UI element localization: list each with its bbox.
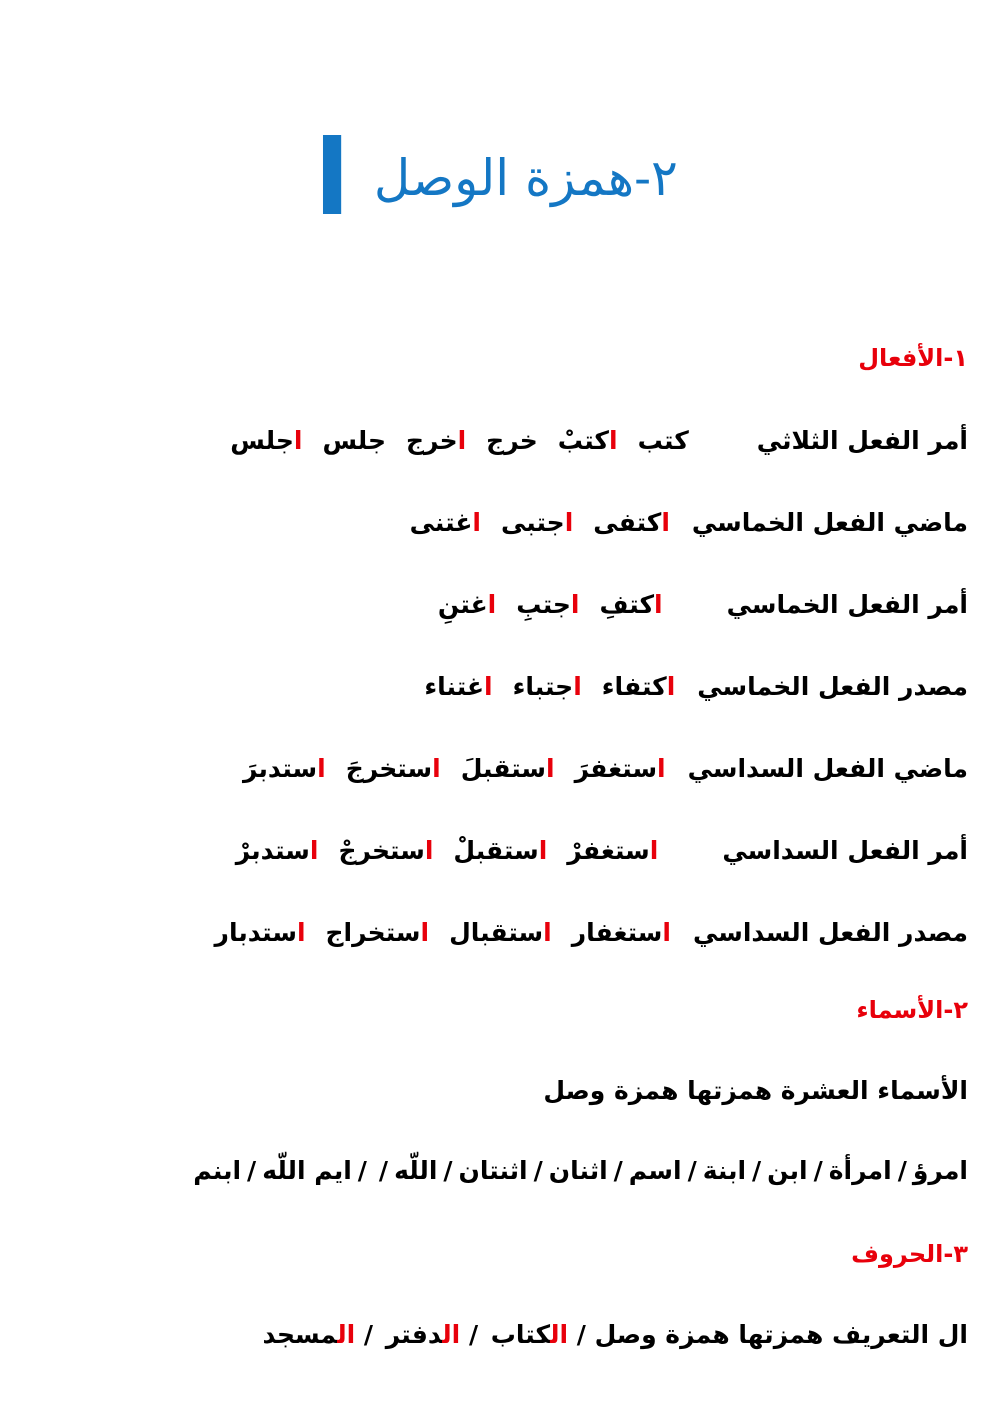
wasl-alef: ا — [573, 672, 582, 701]
section-verbs-heading: ١-الأفعال — [858, 344, 968, 372]
noun-item: اللّه — [394, 1156, 438, 1185]
wasl-alef: ا — [472, 508, 481, 537]
verb-word — [593, 508, 670, 537]
noun-item: ابنة — [702, 1156, 747, 1185]
verb-word-text: جتباء — [512, 672, 574, 701]
wasl-alef: ا — [649, 836, 659, 865]
wasl-alef: ا — [657, 754, 666, 783]
verb-word-text: غتناء — [424, 672, 485, 701]
verb-row — [404, 672, 968, 701]
definite-article: ال — [337, 1320, 356, 1349]
separator: / — [460, 1320, 487, 1349]
verb-word — [406, 426, 466, 455]
section-letters-heading: ٣-الحروف — [851, 1240, 968, 1268]
separator: / — [687, 1156, 697, 1185]
verb-word-text: ستقبلَ — [460, 754, 546, 783]
verb-word-text: ستغفرْ — [567, 836, 650, 865]
verb-word-text: كتفِ — [599, 590, 655, 619]
verb-word-text: غتنِ — [437, 590, 488, 619]
verb-word-text: ستقبال — [449, 918, 544, 947]
letters-intro-text: ال التعريف همزتها همزة وصل — [594, 1320, 968, 1349]
separator: / — [247, 1156, 257, 1185]
noun-item: امرأة — [828, 1156, 892, 1185]
verb-word — [558, 426, 618, 455]
verb-word — [501, 508, 573, 537]
separator: / — [533, 1156, 543, 1185]
section-nouns-heading: ٢-الأسماء — [856, 996, 968, 1024]
definite-word — [491, 1320, 568, 1349]
verb-row — [210, 426, 968, 455]
verb-row-label: أمر الفعل الثلاثي — [756, 426, 968, 455]
verb-word — [486, 426, 538, 455]
wasl-alef: ا — [484, 672, 493, 701]
verb-word-text: ستخرجَ — [345, 754, 433, 783]
verb-word-text: غتنى — [409, 508, 473, 537]
verb-word — [410, 508, 481, 537]
verb-word-text: ستغفرَ — [574, 754, 658, 783]
wasl-alef: ا — [296, 918, 306, 947]
separator: / — [357, 1156, 367, 1185]
verb-word-text: جلس — [230, 426, 294, 455]
verb-row-label: مصدر الفعل الخماسي — [697, 672, 968, 701]
verb-word — [215, 918, 306, 947]
verb-word — [449, 918, 552, 947]
verb-row-label: أمر الفعل الخماسي — [726, 590, 968, 619]
definite-word — [263, 1320, 356, 1349]
wasl-alef: ا — [432, 754, 441, 783]
nouns-intro — [543, 1076, 968, 1105]
verb-word — [424, 672, 492, 701]
wasl-alef: ا — [661, 508, 670, 537]
noun-item: اثنتان — [458, 1156, 528, 1185]
separator: / — [568, 1320, 586, 1349]
wasl-alef: ا — [424, 836, 434, 865]
verb-word-text: كتفاء — [601, 672, 667, 701]
wasl-alef: ا — [666, 672, 676, 701]
verb-word-text: جلس — [322, 426, 386, 455]
verb-word — [346, 754, 441, 783]
separator: / — [752, 1156, 762, 1185]
verb-word-text: ستقبلْ — [453, 836, 539, 865]
verb-word-text: ستخراج — [325, 918, 421, 947]
page-title — [0, 118, 992, 238]
verb-word-text: جتبى — [500, 508, 565, 537]
separator: / — [897, 1156, 907, 1185]
separator: / — [355, 1320, 382, 1349]
verb-word-text: خرج — [486, 426, 538, 455]
title-text: ٢-همزة الوصل — [373, 149, 678, 207]
verb-word — [243, 754, 326, 783]
verb-word — [516, 590, 579, 619]
wasl-alef: ا — [543, 918, 552, 947]
verb-word — [438, 590, 496, 619]
verb-word — [230, 426, 302, 455]
nouns-list — [193, 1156, 968, 1185]
verb-word-text: جتبِ — [516, 590, 571, 619]
verb-word-text: خرج — [406, 426, 458, 455]
verb-word-text: ستغفار — [571, 918, 663, 947]
definite-word-stem: دفتر — [385, 1320, 443, 1349]
definite-word-stem: مسجد — [262, 1320, 338, 1349]
wasl-alef: ا — [608, 426, 618, 455]
wasl-alef: ا — [654, 590, 663, 619]
verb-row — [223, 754, 968, 783]
verb-word — [322, 426, 386, 455]
verb-word — [338, 836, 433, 865]
verb-word — [461, 754, 555, 783]
verb-row-label: مصدر الفعل السداسي — [692, 918, 968, 947]
verb-row — [390, 508, 968, 537]
noun-item: امرؤ — [912, 1156, 968, 1185]
verb-word — [572, 918, 671, 947]
wasl-alef: ا — [420, 918, 430, 947]
nouns-intro-text: الأسماء العشرة همزتها همزة وصل — [543, 1076, 968, 1105]
definite-word — [386, 1320, 461, 1349]
separator: / — [443, 1156, 453, 1185]
verb-word — [236, 836, 319, 865]
verb-word — [567, 836, 658, 865]
verb-word — [453, 836, 547, 865]
verb-row-label: أمر الفعل السداسي — [722, 836, 968, 865]
verb-word — [326, 918, 430, 947]
wasl-alef: ا — [538, 836, 548, 865]
wasl-alef: ا — [457, 426, 467, 455]
noun-item: ابن — [767, 1156, 808, 1185]
wasl-alef: ا — [662, 918, 671, 947]
noun-item: ايم اللّه — [262, 1156, 352, 1185]
wasl-alef: ا — [309, 836, 319, 865]
separator: / — [613, 1156, 623, 1185]
verb-word — [602, 672, 675, 701]
verb-word-text: ستدبار — [214, 918, 297, 947]
verb-word — [638, 426, 689, 455]
verb-word — [600, 590, 663, 619]
separator: / — [378, 1156, 389, 1185]
wasl-alef: ا — [570, 590, 580, 619]
verb-word — [575, 754, 666, 783]
verb-word-text: ستدبرْ — [235, 836, 310, 865]
verb-word-text: ستخرجْ — [338, 836, 425, 865]
wasl-alef: ا — [317, 754, 326, 783]
verb-word-text: كتفى — [593, 508, 662, 537]
noun-item: ابنم — [193, 1156, 242, 1185]
letters-line — [259, 1320, 968, 1349]
verb-word — [513, 672, 582, 701]
verb-row — [418, 590, 968, 619]
verb-word-text: كتب — [637, 426, 689, 455]
wasl-alef: ا — [546, 754, 555, 783]
verb-word-text: كتبْ — [557, 426, 609, 455]
separator: / — [813, 1156, 823, 1185]
noun-item: اسم — [628, 1156, 682, 1185]
wasl-alef: ا — [564, 508, 574, 537]
verb-word-text: ستدبرَ — [242, 754, 318, 783]
definite-word-stem: كتاب — [490, 1320, 551, 1349]
verb-row-label: ماضي الفعل الخماسي — [691, 508, 968, 537]
wasl-alef: ا — [293, 426, 303, 455]
verb-row — [216, 836, 968, 865]
noun-item: اثنان — [548, 1156, 608, 1185]
definite-article: ال — [550, 1320, 569, 1349]
verb-row — [195, 918, 968, 947]
verb-row-label: ماضي الفعل السداسي — [687, 754, 968, 783]
wasl-alef: ا — [487, 590, 497, 619]
title-alef-symbol: ا — [314, 117, 350, 239]
definite-article: ال — [442, 1320, 461, 1349]
